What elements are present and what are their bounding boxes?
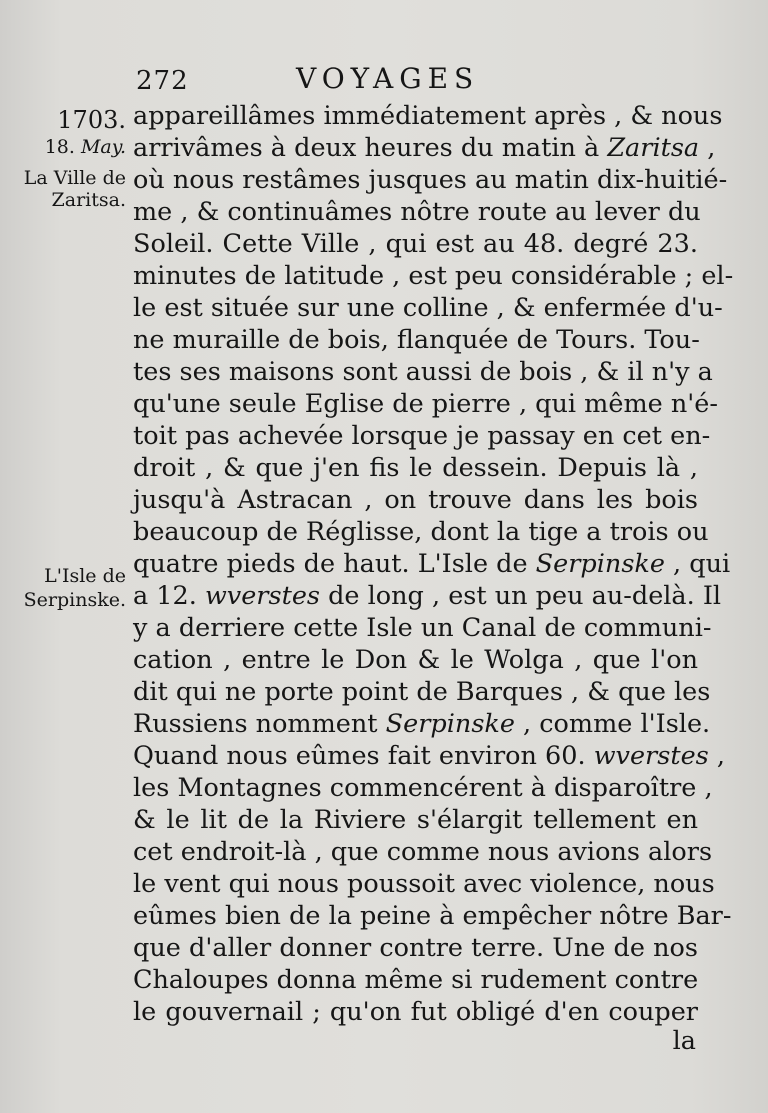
text-span: , qui bbox=[664, 549, 731, 579]
text-line-12: droit , & que j'en fis le dessein. Depuis là , bbox=[133, 453, 698, 483]
text-line-27: que d'aller donner contre terre. Une de nos bbox=[133, 933, 698, 963]
text-span: , bbox=[708, 741, 725, 771]
text-line-25: le vent qui nous poussoit avec violence, nous bbox=[133, 869, 715, 899]
text-line-4: me , & continuâmes nôtre route au lever du bbox=[133, 197, 701, 227]
place-name-zaritsa: Zaritsa bbox=[607, 133, 700, 163]
text-line-15 bbox=[133, 548, 731, 580]
margin-note-ville-line2: Zaritsa. bbox=[51, 189, 126, 211]
margin-year: 1703. bbox=[57, 106, 126, 134]
place-name-serpinske: Serpinske bbox=[535, 549, 665, 579]
text-line-7: le est située sur une colline , & enfermée d'u- bbox=[133, 293, 723, 323]
text-line-22: les Montagnes commencérent à disparoître , bbox=[133, 773, 713, 803]
text-line-29: le gouvernail ; qu'on fut obligé d'en couper bbox=[133, 997, 698, 1027]
text-span: a 12. bbox=[133, 581, 205, 611]
text-line-2 bbox=[133, 132, 716, 164]
text-span: , comme l'Isle. bbox=[514, 709, 711, 739]
text-span: , bbox=[699, 133, 716, 163]
text-line-11: toit pas achevée lorsque je passay en cet en- bbox=[133, 421, 711, 451]
margin-date bbox=[45, 135, 126, 160]
text-line-20 bbox=[133, 708, 711, 740]
text-span: de long , est un peu au-delà. Il bbox=[320, 581, 722, 611]
page-number: 272 bbox=[136, 66, 189, 96]
text-line-13: jusqu'à Astracan , on trouve dans les bois bbox=[133, 485, 698, 515]
text-line-3: où nous restâmes jusques au matin dix-huitié- bbox=[133, 165, 728, 195]
text-line-23: & le lit de la Riviere s'élargit tellement en bbox=[133, 805, 698, 835]
text-line-16 bbox=[133, 580, 722, 612]
text-line-24: cet endroit-là , que comme nous avions alors bbox=[133, 837, 713, 867]
text-line-17: y a derriere cette Isle un Canal de communi- bbox=[133, 613, 712, 643]
text-span: Quand nous eûmes fait environ 60. bbox=[133, 741, 594, 771]
margin-date-day: 18. bbox=[44, 136, 75, 158]
margin-note-isle-line1: L'Isle de bbox=[44, 565, 126, 587]
margin-date-month: May. bbox=[80, 136, 126, 158]
text-line-28: Chaloupes donna même si rudement contre bbox=[133, 965, 699, 995]
text-line-1: appareillâmes immédiatement après , & nous bbox=[133, 101, 723, 131]
unit-verstes: wverstes bbox=[593, 741, 709, 771]
running-title: VOYAGES bbox=[296, 62, 480, 95]
unit-verstes: wverstes bbox=[204, 581, 320, 611]
place-name-serpinske: Serpinske bbox=[385, 709, 515, 739]
text-line-6: minutes de latitude , est peu considérable ; el- bbox=[133, 261, 734, 291]
text-span: Russiens nomment bbox=[133, 709, 386, 739]
text-line-18: cation , entre le Don & le Wolga , que l'on bbox=[133, 645, 698, 675]
text-line-26: eûmes bien de la peine à empêcher nôtre Bar- bbox=[133, 901, 732, 931]
text-line-5: Soleil. Cette Ville , qui est au 48. degré 23. bbox=[133, 229, 698, 259]
text-line-14: beaucoup de Réglisse, dont la tige a trois ou bbox=[133, 517, 709, 547]
text-line-19: dit qui ne porte point de Barques , & que les bbox=[133, 677, 711, 707]
margin-note-isle-line2: Serpinske. bbox=[23, 589, 126, 611]
catchword: la bbox=[672, 1026, 696, 1056]
text-line-9: tes ses maisons sont aussi de bois , & il n'y a bbox=[133, 357, 713, 387]
text-line-8: ne muraille de bois, flanquée de Tours. Tou- bbox=[133, 325, 700, 355]
text-span: quatre pieds de haut. L'Isle de bbox=[133, 549, 536, 579]
text-span: arrivâmes à deux heures du matin à bbox=[133, 133, 608, 163]
page-header bbox=[136, 62, 696, 102]
text-line-10: qu'une seule Eglise de pierre , qui même n'é- bbox=[133, 389, 718, 419]
margin-note-ville-line1: La Ville de bbox=[23, 167, 126, 189]
text-line-21 bbox=[133, 740, 725, 772]
